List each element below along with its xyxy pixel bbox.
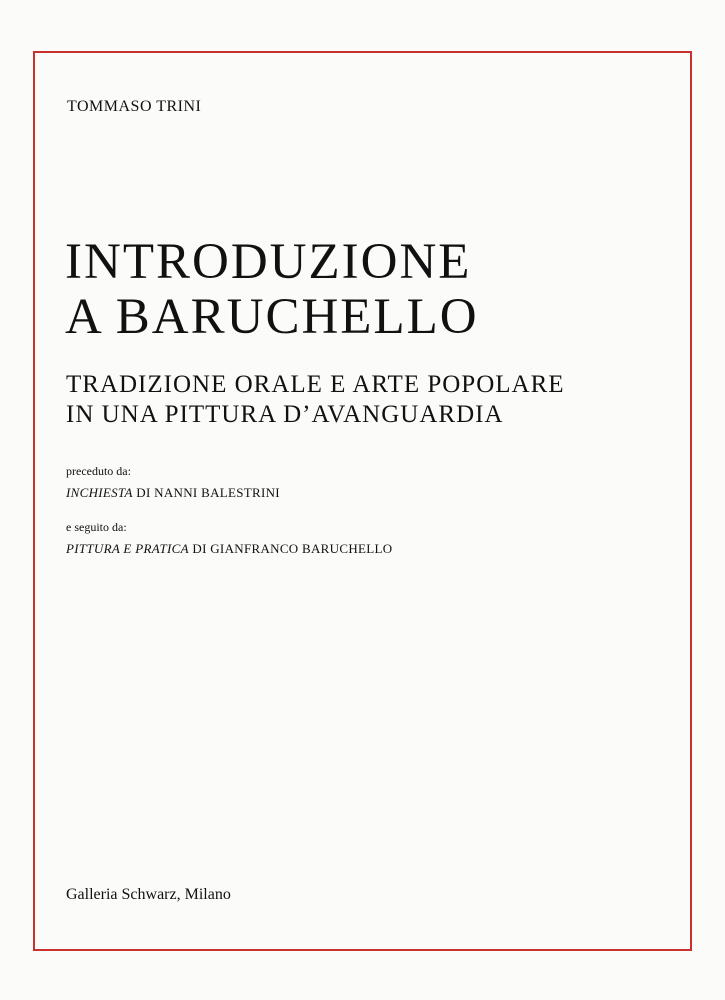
followed-by-work xyxy=(66,541,392,557)
book-title xyxy=(65,235,479,345)
preceded-by-work xyxy=(66,485,280,501)
author-name: TOMMASO TRINI xyxy=(67,98,202,115)
book-subtitle xyxy=(66,370,565,430)
book-subtitle-line-2: IN UNA PITTURA D’AVANGUARDIA xyxy=(66,401,504,428)
page-border-frame xyxy=(33,51,692,951)
book-subtitle-line-1: TRADIZIONE ORALE E ARTE POPOLARE xyxy=(66,371,565,398)
preceded-work-author: DI NANNI BALESTRINI xyxy=(132,485,280,500)
preceded-by-label: preceduto da: xyxy=(66,464,131,478)
book-title-line-2: A BARUCHELLO xyxy=(65,289,479,345)
publisher-imprint: Galleria Schwarz, Milano xyxy=(66,886,231,903)
followed-work-author: DI GIANFRANCO BARUCHELLO xyxy=(188,541,393,556)
preceded-work-title: INCHIESTA xyxy=(66,485,133,500)
book-title-line-1: INTRODUZIONE xyxy=(65,234,472,290)
followed-work-title: PITTURA E PRATICA xyxy=(66,541,189,556)
followed-by-label: e seguito da: xyxy=(66,520,127,534)
